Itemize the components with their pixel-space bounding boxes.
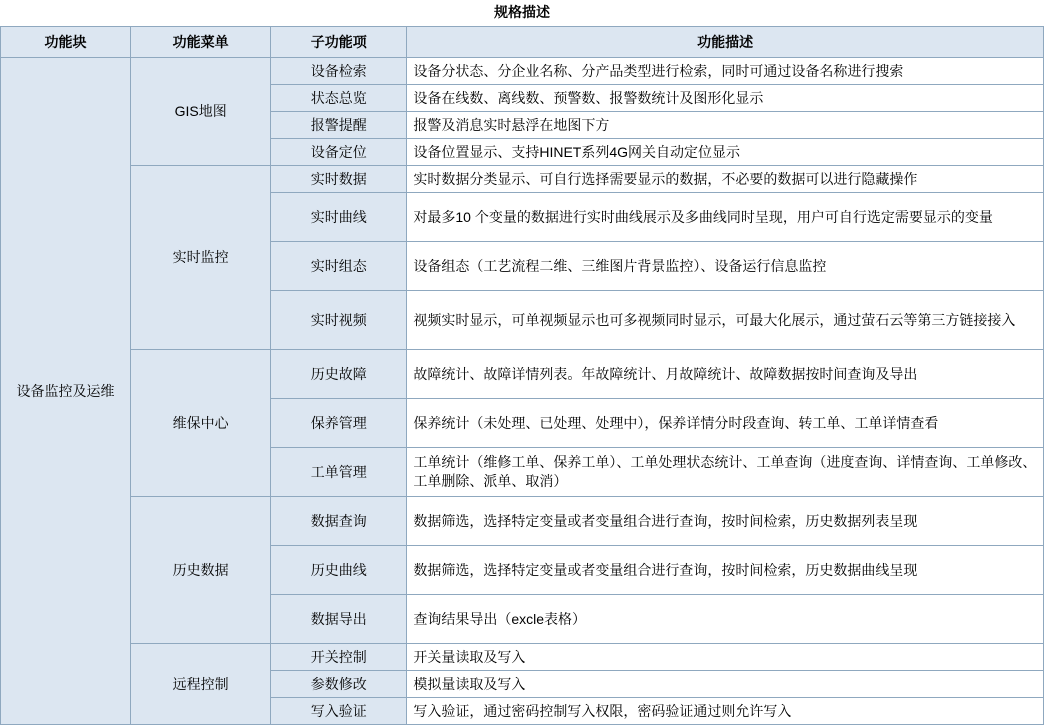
menu-cell-maintenance: 维保中心: [131, 350, 271, 497]
description-cell: 设备在线数、离线数、预警数、报警数统计及图形化显示: [407, 85, 1044, 112]
title-row: [1, 0, 1044, 27]
description-cell: 设备位置显示、支持HINET系列4G网关自动定位显示: [407, 139, 1044, 166]
description-cell: 设备组态（工艺流程二维、三维图片背景监控）、设备运行信息监控: [407, 242, 1044, 291]
sub-function-cell: 设备检索: [271, 58, 407, 85]
header-description: 功能描述: [407, 27, 1044, 58]
sub-function-cell: 历史故障: [271, 350, 407, 399]
sub-function-cell: 保养管理: [271, 399, 407, 448]
table-row: [1, 58, 1044, 85]
description-cell: 故障统计、故障详情列表。年故障统计、月故障统计、故障数据按时间查询及导出: [407, 350, 1044, 399]
sub-function-cell: 状态总览: [271, 85, 407, 112]
description-cell: 开关量读取及写入: [407, 644, 1044, 671]
description-cell: 数据筛选，选择特定变量或者变量组合进行查询，按时间检索，历史数据曲线呈现: [407, 546, 1044, 595]
page-title: 规格描述: [1, 0, 1044, 27]
table-row: [1, 644, 1044, 671]
header-functional-menu: 功能菜单: [131, 27, 271, 58]
description-cell: 模拟量读取及写入: [407, 671, 1044, 698]
table-row: [1, 166, 1044, 193]
sub-function-cell: 数据导出: [271, 595, 407, 644]
sub-function-cell: 历史曲线: [271, 546, 407, 595]
description-cell: 保养统计（未处理、已处理、处理中），保养详情分时段查询、转工单、工单详情查看: [407, 399, 1044, 448]
menu-cell-realtime: 实时监控: [131, 166, 271, 350]
sub-function-cell: 工单管理: [271, 448, 407, 497]
description-cell: 工单统计（维修工单、保养工单）、工单处理状态统计、工单查询（进度查询、详情查询、工单修改、工单删除、派单、取消）: [407, 448, 1044, 497]
sub-function-cell: 实时视频: [271, 291, 407, 350]
table-row: [1, 350, 1044, 399]
description-cell: 写入验证，通过密码控制写入权限，密码验证通过则允许写入: [407, 698, 1044, 725]
header-functional-block: 功能块: [1, 27, 131, 58]
table-row: [1, 497, 1044, 546]
sub-function-cell: 参数修改: [271, 671, 407, 698]
description-cell: 数据筛选，选择特定变量或者变量组合进行查询，按时间检索，历史数据列表呈现: [407, 497, 1044, 546]
sub-function-cell: 设备定位: [271, 139, 407, 166]
description-cell: 对最多10 个变量的数据进行实时曲线展示及多曲线同时呈现，用户可自行选定需要显示的变量: [407, 193, 1044, 242]
functional-block-cell: 设备监控及运维: [1, 58, 131, 725]
sub-function-cell: 数据查询: [271, 497, 407, 546]
spec-table-body: [1, 0, 1044, 725]
description-cell: 查询结果导出（excle表格）: [407, 595, 1044, 644]
description-cell: 设备分状态、分企业名称、分产品类型进行检索，同时可通过设备名称进行搜索: [407, 58, 1044, 85]
menu-cell-gis: GIS地图: [131, 58, 271, 166]
description-cell: 视频实时显示，可单视频显示也可多视频同时显示，可最大化展示，通过萤石云等第三方链接接入: [407, 291, 1044, 350]
menu-cell-remote: 远程控制: [131, 644, 271, 725]
description-cell: 报警及消息实时悬浮在地图下方: [407, 112, 1044, 139]
menu-cell-history: 历史数据: [131, 497, 271, 644]
header-row: [1, 27, 1044, 58]
description-cell: 实时数据分类显示、可自行选择需要显示的数据，不必要的数据可以进行隐藏操作: [407, 166, 1044, 193]
sub-function-cell: 报警提醒: [271, 112, 407, 139]
sub-function-cell: 开关控制: [271, 644, 407, 671]
sub-function-cell: 实时组态: [271, 242, 407, 291]
sub-function-cell: 实时曲线: [271, 193, 407, 242]
sub-function-cell: 写入验证: [271, 698, 407, 725]
header-sub-function: 子功能项: [271, 27, 407, 58]
sub-function-cell: 实时数据: [271, 166, 407, 193]
